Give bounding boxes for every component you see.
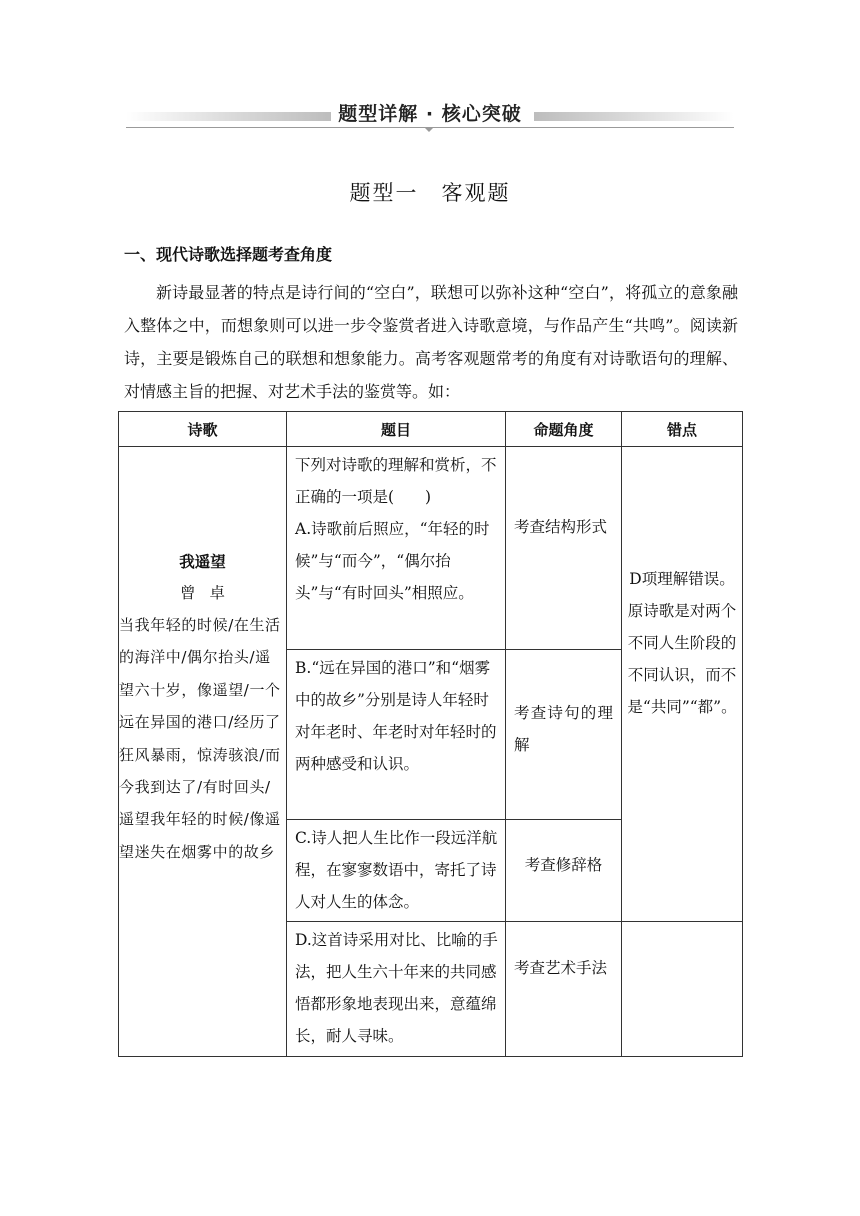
- header-error-point: 错点: [622, 412, 743, 447]
- analysis-table: [118, 411, 743, 1057]
- header-angle: 命题角度: [506, 412, 622, 447]
- question-text: B.“远在异国的港口”和“烟雾中的故乡”分别是诗人年轻时对年老时、年老时对年轻时的两种感受和认识。: [295, 659, 497, 773]
- angle-cell: [506, 650, 622, 820]
- poem-author: 曾卓: [179, 584, 239, 602]
- banner-label: 题型详解 · 核心突破: [338, 103, 522, 125]
- question-cell: [287, 922, 506, 1057]
- angle-cell: [506, 820, 622, 922]
- angle-cell: [506, 922, 622, 1057]
- poem-title: 我遥望: [179, 553, 226, 571]
- section-heading: 一、现代诗歌选择题考查角度: [124, 245, 333, 264]
- angle-text: 考查艺术手法: [514, 959, 608, 977]
- error-point-cell: [622, 447, 743, 922]
- angle-text: 考查结构形式: [514, 518, 608, 536]
- banner-bar-right: [534, 112, 734, 121]
- question-text: D.这首诗采用对比、比喻的手法，把人生六十年来的共同感悟都形象地表现出来，意蕴绵长，耐人寻味。: [295, 931, 498, 1045]
- error-point-text: D项理解错误。原诗歌是对两个不同人生阶段的不同认识，而不是“共同”“都”。: [627, 570, 737, 716]
- intro-paragraph: 新诗最显著的特点是诗行间的“空白”，联想可以弥补这种“空白”，将孤立的意象融入整体之中，而想象则可以进一步令鉴赏者进入诗歌意境，与作品产生“共鸣”。阅读新诗，主要是锻炼自己的联想和想象能力。高考客观题常考的角度有对诗歌语句的理解、对情感主旨的把握、对艺术手法的鉴赏等。如：: [124, 283, 738, 401]
- angle-text: 考查诗句的理解: [514, 704, 613, 754]
- question-cell: [287, 650, 506, 820]
- page-title: 题型一 客观题: [349, 181, 511, 205]
- banner-bar-left: [126, 112, 331, 121]
- header-question: 题目: [287, 412, 506, 447]
- header-poem: 诗歌: [119, 412, 287, 447]
- question-text: 下列对诗歌的理解和赏析，不正确的一项是( ) A.诗歌前后照应，“年轻的时候”与“而今”，“偶尔抬头”与“有时回头”相照应。: [295, 456, 497, 602]
- angle-cell: [506, 447, 622, 650]
- question-cell: [287, 447, 506, 650]
- section-banner: [126, 100, 734, 134]
- question-text: C.诗人把人生比作一段远洋航程，在寥寥数语中，寄托了诗人对人生的体念。: [295, 829, 498, 911]
- poem-cell: [119, 447, 287, 1057]
- poem-body: 当我年轻的时候/在生活的海洋中/偶尔抬头/遥望六十岁，像遥望/一个远在异国的港口/经历了狂风暴雨，惊涛骇浪/而今我到达了/有时回头/遥望我年轻的时候/像遥望迷失在烟雾中的故乡: [119, 616, 281, 861]
- table-header-row: [119, 412, 743, 447]
- empty-cell: [622, 922, 743, 1057]
- angle-text: 考查修辞格: [524, 856, 603, 874]
- table-row: [119, 447, 743, 650]
- question-cell: [287, 820, 506, 922]
